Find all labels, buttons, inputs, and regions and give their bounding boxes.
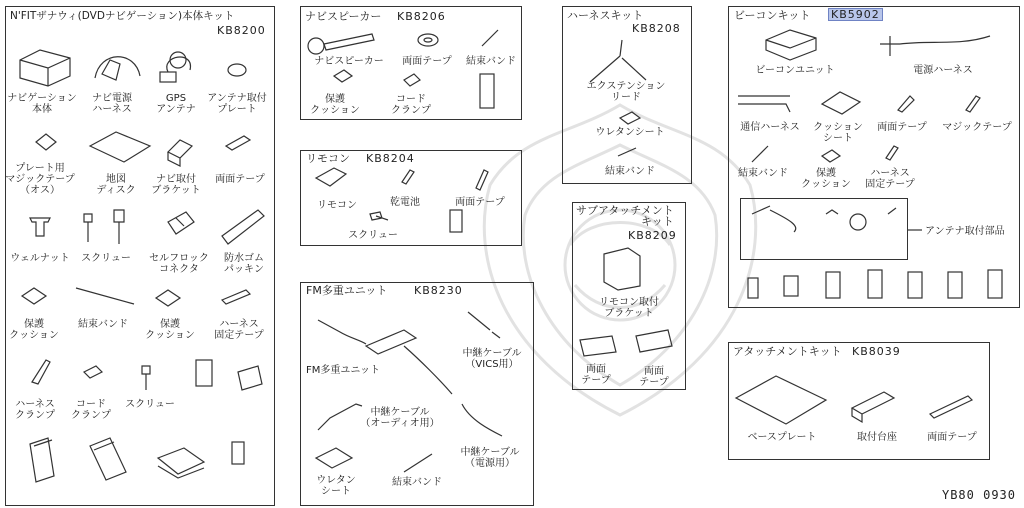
cable-tie-icon (482, 30, 498, 46)
double-tape-icon (580, 336, 616, 356)
mount-base-icon (852, 392, 894, 422)
part-label: ハーネス 固定テープ (214, 319, 264, 341)
part-label: リモコン取付 ブラケット (599, 297, 659, 319)
comm-harness-icon (738, 96, 790, 112)
extension-lead-icon (590, 40, 646, 82)
speaker-kit-title: ナビスピーカー (305, 10, 382, 23)
fm-unit-icon (318, 320, 452, 394)
magic-tape-icon (36, 134, 56, 150)
cable-tie-icon (618, 148, 636, 156)
part-label: スクリュー (81, 253, 131, 264)
part-label: ナビ電源 ハーネス (92, 93, 132, 115)
attach-kit-code: KB8039 (852, 345, 901, 358)
sub-kit-title: サブアタッチメント キット (576, 204, 674, 228)
harness-kit-title: ハーネスキット (567, 9, 644, 22)
beacon-kit-code: KB5902 (828, 8, 883, 21)
cushion-icon (22, 288, 46, 304)
self-lock-connector-icon (168, 212, 194, 234)
remote-kit-title: リモコン (306, 152, 350, 165)
navigation-unit-icon (20, 50, 70, 86)
double-tape-icon (636, 330, 672, 352)
part-label: アンテナ取付 プレート (207, 93, 267, 115)
part-label: 防水ゴム パッキン (224, 253, 264, 275)
speaker-icon (308, 34, 374, 54)
main-kit-code: KB8200 (217, 24, 266, 37)
part-label: 結束バンド (605, 166, 655, 177)
remote-control-icon (316, 168, 346, 186)
part-label: ハーネス 固定テープ (865, 168, 915, 190)
magic-tape-icon (966, 96, 980, 112)
manual-stack-icon (158, 448, 204, 478)
part-label: ナビゲーション 本体 (7, 93, 77, 115)
map-disc-icon (90, 132, 150, 162)
part-label: プレート用 マジックテープ （オス） (5, 163, 75, 196)
speaker-kit-code: KB8206 (397, 10, 446, 23)
bracket-icon (168, 140, 192, 166)
part-label: 両面テープ (215, 174, 265, 185)
part-label: 通信ハーネス (740, 122, 800, 133)
part-label: 保護 クッション (310, 94, 360, 116)
part-label: エクステンション リード (586, 81, 666, 103)
part-label: 取付台座 (857, 432, 897, 443)
manual-icon (232, 442, 244, 464)
manual-icon (196, 360, 212, 386)
harness-tape-icon (886, 146, 898, 160)
part-label: スクリュー (125, 399, 175, 410)
part-label: 結束バンド (392, 477, 442, 488)
part-label: 結束バンド (738, 168, 788, 179)
cushion-icon (822, 150, 840, 162)
part-label: ウェルナット (10, 253, 70, 264)
screw-icon (142, 366, 150, 390)
double-tape-icon (476, 170, 488, 190)
part-label: 乾電池 (390, 197, 420, 208)
well-nut-icon (30, 218, 50, 236)
part-label: コード クランプ (71, 399, 111, 421)
main-kit-title: N'FITザナウィ(DVDナビゲーション)本体キット (10, 10, 235, 22)
part-label: ウレタンシート (595, 127, 665, 138)
urethane-sheet-icon (620, 112, 640, 124)
gps-antenna-icon (160, 52, 190, 82)
cable-tie-icon (404, 454, 432, 472)
part-label: ビーコンユニット (755, 65, 835, 76)
cable-tie-icon (752, 146, 768, 162)
part-label: GPS アンテナ (156, 93, 196, 115)
remote-bracket-icon (604, 248, 640, 290)
base-plate-icon (736, 376, 826, 424)
relay-cable-power-icon (462, 404, 502, 436)
manual-stack-icon (90, 438, 126, 480)
part-label: 両面 テープ (639, 366, 669, 388)
fm-kit-title: FM多重ユニット (306, 284, 388, 297)
part-label: 両面テープ (877, 122, 927, 133)
beacon-unit-icon (766, 30, 816, 60)
cushion-icon (156, 290, 180, 306)
antenna-parts-icon (752, 206, 896, 232)
part-label: ベースプレート (747, 432, 817, 443)
double-tape-icon (898, 96, 914, 112)
part-label: マジックテープ (942, 122, 1012, 133)
fm-kit-code: KB8230 (414, 284, 463, 297)
manual-icon (480, 74, 494, 108)
harness-clamp-icon (32, 360, 50, 384)
beacon-kit-title: ビーコンキット (734, 9, 811, 22)
part-label: ウレタン シート (316, 475, 356, 497)
part-label: 両面テープ (927, 432, 977, 443)
double-tape-icon (226, 136, 250, 150)
cord-clamp-icon (404, 74, 420, 86)
manual-icon (450, 210, 462, 232)
part-label: 結束バンド (78, 319, 128, 330)
antenna-parts-label: アンテナ取付部品 (925, 226, 1005, 237)
part-label: 保護 クッション (801, 168, 851, 190)
double-tape-icon (418, 34, 438, 46)
power-harness-icon (880, 36, 990, 56)
screw-icon (84, 210, 124, 244)
part-label: 両面テープ (402, 56, 452, 67)
cord-clamp-icon (84, 366, 102, 378)
part-label: 両面 テープ (581, 364, 611, 386)
card-icon (238, 366, 262, 390)
part-label: コード クランプ (391, 94, 431, 116)
cushion-sheet-icon (822, 92, 860, 114)
part-label: 電源ハーネス (913, 65, 973, 76)
sub-kit-code: KB8209 (628, 229, 677, 242)
manual-stack-icon (748, 270, 1002, 298)
part-label: クッション シート (813, 122, 863, 144)
part-label: 中継ケーブル （電源用） (460, 447, 520, 469)
double-tape-icon (930, 396, 972, 418)
antenna-plate-icon (228, 64, 246, 76)
part-label: FM多重ユニット (306, 365, 380, 376)
part-label: 中継ケーブル （VICS用） (462, 348, 522, 370)
screw-icon (370, 212, 388, 220)
part-label: ナビスピーカー (314, 56, 384, 67)
harness-kit-code: KB8208 (632, 22, 681, 35)
catalog-number: YB80 0930 (941, 488, 1016, 502)
power-harness-icon (95, 57, 140, 80)
part-label: スクリュー (348, 230, 398, 241)
part-label: セルフロック コネクタ (149, 253, 209, 275)
relay-cable-audio-icon (318, 404, 362, 430)
harness-tape-icon (222, 290, 250, 304)
cable-tie-icon (76, 288, 134, 304)
rubber-packing-icon (222, 210, 264, 244)
part-label: ハーネス クランプ (15, 399, 55, 421)
battery-icon (402, 170, 414, 184)
part-label: 地図 ディスク (96, 174, 136, 196)
part-label: ナビ取付 ブラケット (151, 174, 201, 196)
attach-kit-title: アタッチメントキット (733, 345, 842, 358)
manual-stack-icon (30, 438, 54, 482)
remote-kit-code: KB8204 (366, 152, 415, 165)
urethane-sheet-icon (316, 448, 352, 468)
relay-cable-vics-icon (468, 312, 500, 338)
part-label: 両面テープ (455, 197, 505, 208)
part-label: 中継ケーブル （オーディオ用） (360, 407, 440, 429)
cushion-icon (334, 70, 352, 82)
part-label: 保護 クッション (145, 319, 195, 341)
part-label: 結束バンド (466, 56, 516, 67)
part-label: 保護 クッション (9, 319, 59, 341)
part-label: リモコン (317, 200, 357, 211)
